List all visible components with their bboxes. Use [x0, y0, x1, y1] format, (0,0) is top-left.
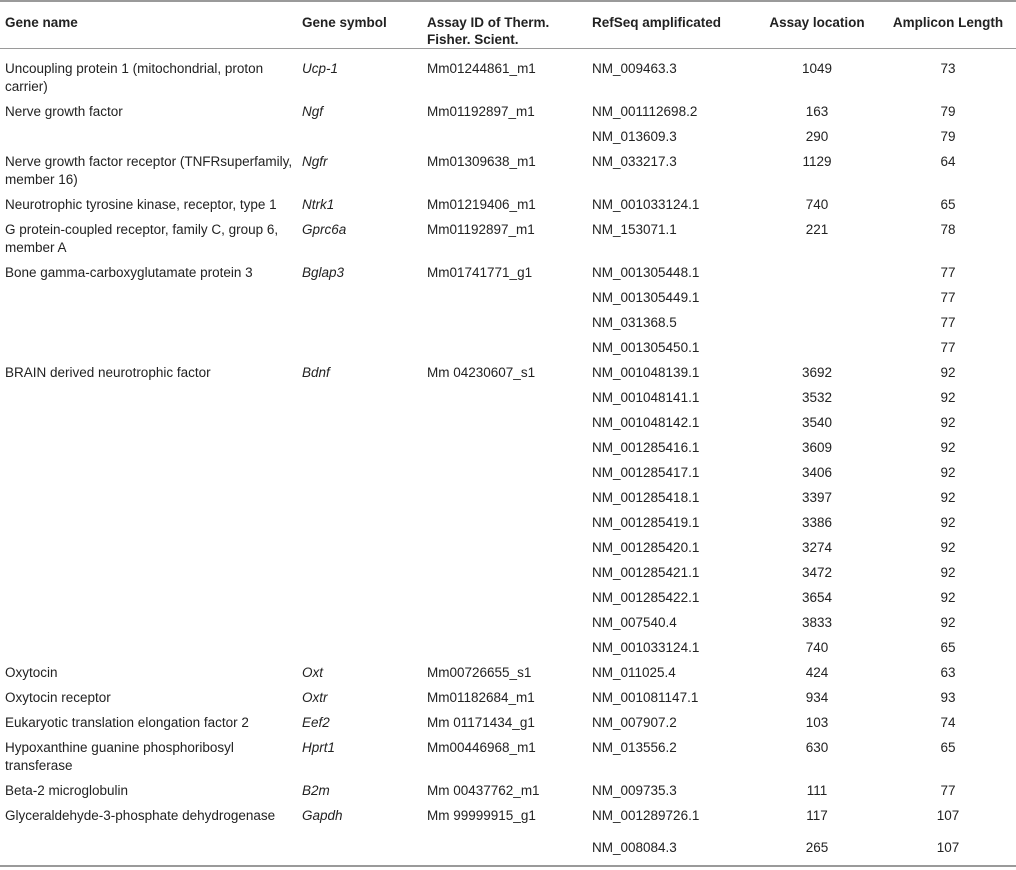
refseq-cell: NM_001081147.1 [592, 690, 699, 705]
gene-symbol-cell: Ucp-1 [302, 61, 339, 76]
gene-name-cell: Eukaryotic translation elongation factor 2 [5, 715, 249, 730]
amplicon-length-cell: 92 [940, 615, 956, 630]
gene-name-cell: Oxytocin receptor [5, 690, 111, 705]
gene-symbol-cell: Eef2 [302, 715, 330, 730]
gene-symbol-cell [297, 436, 422, 461]
refseq-cell: NM_008084.3 [587, 829, 754, 866]
gene-symbol-cell: Ngfr [302, 154, 328, 169]
assay-id-cell [422, 436, 587, 461]
gene-symbol-cell: Oxtr [302, 690, 328, 705]
gene-symbol-cell [297, 336, 422, 361]
refseq-cell: NM_001048139.1 [592, 365, 700, 380]
gene-name-cell [0, 311, 297, 336]
table-row [0, 804, 1016, 829]
refseq-cell: NM_001285419.1 [592, 515, 700, 530]
gene-name-cell: Nerve growth factor receptor (TNFRsuperfamily, member 16) [5, 154, 293, 187]
refseq-cell: NM_001305448.1 [592, 265, 700, 280]
gene-symbol-cell [297, 561, 422, 586]
table-row [0, 436, 1016, 461]
assay-location-cell: 424 [805, 665, 829, 680]
table-row [0, 411, 1016, 436]
refseq-cell: NM_001285416.1 [592, 440, 700, 455]
table-row [0, 686, 1016, 711]
assay-location-cell: 3833 [801, 615, 833, 630]
table-row [0, 829, 1016, 866]
table-row [0, 536, 1016, 561]
refseq-cell: NM_001285421.1 [592, 565, 700, 580]
refseq-cell: NM_001048142.1 [592, 415, 700, 430]
table-row [0, 611, 1016, 636]
assay-location-cell: 1049 [801, 61, 833, 76]
assay-location-cell: 3274 [801, 540, 833, 555]
assay-location-cell: 111 [806, 783, 828, 798]
assay-id-cell: Mm01219406_m1 [427, 197, 536, 212]
header-assay-id: Assay ID of Therm. Fisher. Scient. [422, 1, 587, 49]
assay-location-cell [754, 311, 879, 336]
table-row [0, 486, 1016, 511]
assay-id-cell [422, 561, 587, 586]
gene-name-cell [0, 486, 297, 511]
gene-name-cell: Bone gamma-carboxyglutamate protein 3 [5, 265, 253, 280]
refseq-cell: NM_001285417.1 [592, 465, 700, 480]
table-row [0, 386, 1016, 411]
refseq-cell: NM_153071.1 [592, 222, 677, 237]
amplicon-length-cell: 64 [940, 154, 956, 169]
assay-location-cell: 3692 [801, 365, 833, 380]
assay-location-cell: 740 [805, 197, 829, 212]
gene-name-cell [0, 536, 297, 561]
assay-location-cell [754, 336, 879, 361]
refseq-cell: NM_009463.3 [592, 61, 677, 76]
table-row [0, 193, 1016, 218]
amplicon-length-cell: 74 [940, 715, 956, 730]
header-refseq: RefSeq amplificated [587, 1, 754, 49]
table-row [0, 779, 1016, 804]
assay-id-cell [422, 586, 587, 611]
assay-id-cell: Mm01309638_m1 [427, 154, 536, 169]
gene-name-cell: G protein-coupled receptor, family C, group 6, member A [5, 222, 279, 255]
amplicon-length-cell: 78 [940, 222, 956, 237]
amplicon-length-cell: 77 [940, 290, 956, 305]
refseq-cell: NM_001112698.2 [592, 104, 698, 119]
gene-symbol-cell: Oxt [302, 665, 324, 680]
refseq-cell: NM_009735.3 [592, 783, 677, 798]
assay-location-cell: 1129 [802, 154, 832, 169]
table-row [0, 636, 1016, 661]
gene-name-cell [0, 586, 297, 611]
header-gene-name: Gene name [0, 1, 297, 49]
header-gene-symbol: Gene symbol [297, 1, 422, 49]
assay-id-cell: Mm01192897_m1 [427, 222, 535, 237]
amplicon-length-cell: 77 [940, 340, 956, 355]
table-row [0, 150, 1016, 193]
assay-id-cell [422, 311, 587, 336]
gene-symbol-cell: Bglap3 [302, 265, 345, 280]
assay-location-cell: 3654 [801, 590, 833, 605]
refseq-cell: NM_001285418.1 [592, 490, 700, 505]
amplicon-length-cell: 63 [940, 665, 956, 680]
assay-id-cell: Mm01244861_m1 [427, 61, 536, 76]
assay-id-cell: Mm 99999915_g1 [427, 808, 536, 823]
gene-name-cell [0, 411, 297, 436]
assay-id-cell: Mm00726655_s1 [427, 665, 532, 680]
gene-symbol-cell [297, 286, 422, 311]
gene-symbol-cell [297, 486, 422, 511]
gene-name-cell [0, 286, 297, 311]
table-row [0, 461, 1016, 486]
header-assay-location: Assay location [754, 1, 879, 49]
amplicon-length-cell: 92 [940, 440, 956, 455]
gene-symbol-cell: Hprt1 [302, 740, 336, 755]
assay-location-cell: 630 [805, 740, 829, 755]
table-row [0, 125, 1016, 150]
table-row [0, 286, 1016, 311]
gene-name-cell: Beta-2 microglobulin [5, 783, 129, 798]
gene-name-cell [0, 436, 297, 461]
refseq-cell: NM_013556.2 [592, 740, 677, 755]
amplicon-length-cell: 92 [940, 415, 956, 430]
gene-symbol-cell: Gapdh [302, 808, 343, 823]
assay-location-cell: 740 [805, 640, 829, 655]
amplicon-length-cell: 107 [936, 808, 960, 823]
assay-id-cell: Mm00446968_m1 [427, 740, 536, 755]
header-row [0, 1, 1016, 49]
amplicon-length-cell: 92 [940, 390, 956, 405]
assay-id-cell [422, 286, 587, 311]
amplicon-length-cell: 92 [940, 365, 956, 380]
table-row [0, 100, 1016, 125]
amplicon-length-cell: 92 [940, 590, 956, 605]
assay-location-cell: 3406 [801, 465, 833, 480]
refseq-cell: NM_001285422.1 [592, 590, 700, 605]
assay-location-cell: 103 [805, 715, 829, 730]
gene-symbol-cell: Ngf [302, 104, 324, 119]
amplicon-length-cell: 92 [940, 565, 956, 580]
gene-name-cell [0, 611, 297, 636]
amplicon-length-cell: 77 [940, 315, 956, 330]
table-row [0, 736, 1016, 779]
table-row [0, 49, 1016, 101]
gene-symbol-cell: B2m [302, 783, 330, 798]
table-row [0, 586, 1016, 611]
gene-name-cell [0, 336, 297, 361]
assay-location-cell: 290 [805, 129, 829, 144]
gene-symbol-cell: Bdnf [302, 365, 330, 380]
gene-symbol-cell [297, 411, 422, 436]
gene-name-cell: Uncoupling protein 1 (mitochondrial, proton carrier) [5, 61, 264, 94]
refseq-cell: NM_011025.4 [592, 665, 676, 680]
gene-symbol-cell [297, 511, 422, 536]
amplicon-length-cell: 65 [940, 197, 956, 212]
amplicon-length-cell: 65 [940, 640, 956, 655]
gene-name-cell [0, 461, 297, 486]
refseq-cell: NM_001305449.1 [592, 290, 700, 305]
gene-name-cell [0, 125, 297, 150]
gene-symbol-cell [297, 829, 422, 866]
gene-name-cell [0, 386, 297, 411]
assay-location-cell: 265 [754, 829, 879, 866]
table-row [0, 661, 1016, 686]
gene-symbol-cell: Ntrk1 [302, 197, 335, 212]
amplicon-length-cell: 77 [940, 783, 956, 798]
assay-id-cell [422, 461, 587, 486]
assay-location-cell: 221 [805, 222, 829, 237]
assay-id-cell [422, 411, 587, 436]
amplicon-length-cell: 93 [940, 690, 956, 705]
gene-symbol-cell [297, 311, 422, 336]
assay-location-cell: 3532 [801, 390, 833, 405]
refseq-cell: NM_007907.2 [592, 715, 677, 730]
assay-id-cell [422, 386, 587, 411]
amplicon-length-cell: 73 [940, 61, 956, 76]
gene-name-cell [0, 636, 297, 661]
assay-id-cell [422, 636, 587, 661]
amplicon-length-cell: 92 [940, 540, 956, 555]
amplicon-length-cell: 79 [940, 129, 956, 144]
assay-id-cell: Mm 00437762_m1 [427, 783, 540, 798]
gene-name-cell: Glyceraldehyde-3-phosphate dehydrogenase [5, 808, 276, 823]
gene-name-cell: Neurotrophic tyrosine kinase, receptor, type 1 [5, 197, 277, 212]
amplicon-length-cell: 92 [940, 490, 956, 505]
refseq-cell: NM_031368.5 [592, 315, 677, 330]
assay-id-cell [422, 511, 587, 536]
gene-symbol-cell [297, 536, 422, 561]
refseq-cell: NM_001285420.1 [592, 540, 700, 555]
amplicon-length-cell: 79 [940, 104, 956, 119]
gene-symbol-cell: Gprc6a [302, 222, 347, 237]
table-row [0, 336, 1016, 361]
gene-symbol-cell [297, 125, 422, 150]
gene-name-cell [0, 561, 297, 586]
table-row [0, 361, 1016, 386]
gene-symbol-cell [297, 611, 422, 636]
assay-id-cell: Mm01182684_m1 [427, 690, 535, 705]
table-body [0, 49, 1016, 867]
assay-id-cell: Mm 04230607_s1 [427, 365, 536, 380]
gene-name-cell: Hypoxanthine guanine phosphoribosyl transferase [5, 740, 234, 773]
assay-location-cell: 163 [805, 104, 829, 119]
refseq-cell: NM_001289726.1 [592, 808, 700, 823]
gene-name-cell: Nerve growth factor [5, 104, 123, 119]
gene-symbol-cell [297, 586, 422, 611]
amplicon-length-cell: 92 [940, 515, 956, 530]
header-amplicon-length: Amplicon Length [879, 1, 1016, 49]
gene-symbol-cell [297, 636, 422, 661]
assay-id-cell: Mm 01171434_g1 [427, 715, 535, 730]
amplicon-length-cell: 65 [940, 740, 956, 755]
refseq-cell: NM_013609.3 [592, 129, 677, 144]
assay-location-cell: 3540 [801, 415, 833, 430]
table-row [0, 511, 1016, 536]
table-row [0, 711, 1016, 736]
table-row [0, 218, 1016, 261]
gene-name-cell [0, 511, 297, 536]
assay-location-cell: 3386 [801, 515, 833, 530]
table-row [0, 561, 1016, 586]
assay-id-cell: Mm01741771_g1 [427, 265, 533, 280]
assay-id-cell [422, 125, 587, 150]
assay-id-cell: Mm01192897_m1 [427, 104, 535, 119]
table-row [0, 261, 1016, 286]
assay-location-cell: 117 [806, 808, 828, 823]
refseq-cell: NM_033217.3 [592, 154, 677, 169]
assay-location-cell [754, 261, 879, 286]
assay-id-cell [422, 611, 587, 636]
assay-id-cell [422, 486, 587, 511]
gene-name-cell: BRAIN derived neurotrophic factor [5, 365, 211, 380]
assay-location-cell [754, 286, 879, 311]
refseq-cell: NM_001033124.1 [592, 197, 700, 212]
assay-location-cell: 3397 [801, 490, 833, 505]
assay-id-cell [422, 536, 587, 561]
refseq-cell: NM_007540.4 [592, 615, 677, 630]
gene-symbol-cell [297, 386, 422, 411]
table-header [0, 1, 1016, 49]
assay-location-cell: 3472 [801, 565, 833, 580]
amplicon-length-cell: 77 [940, 265, 956, 280]
refseq-cell: NM_001033124.1 [592, 640, 700, 655]
assay-id-cell [422, 829, 587, 866]
assay-id-cell [422, 336, 587, 361]
assay-location-cell: 934 [805, 690, 829, 705]
refseq-cell: NM_001305450.1 [592, 340, 700, 355]
gene-symbol-cell [297, 461, 422, 486]
gene-name-cell: Oxytocin [5, 665, 58, 680]
gene-name-cell [0, 829, 297, 866]
refseq-cell: NM_001048141.1 [592, 390, 700, 405]
table-row [0, 311, 1016, 336]
amplicon-length-cell: 92 [940, 465, 956, 480]
amplicon-length-cell: 107 [879, 829, 1016, 866]
assay-location-cell: 3609 [801, 440, 833, 455]
